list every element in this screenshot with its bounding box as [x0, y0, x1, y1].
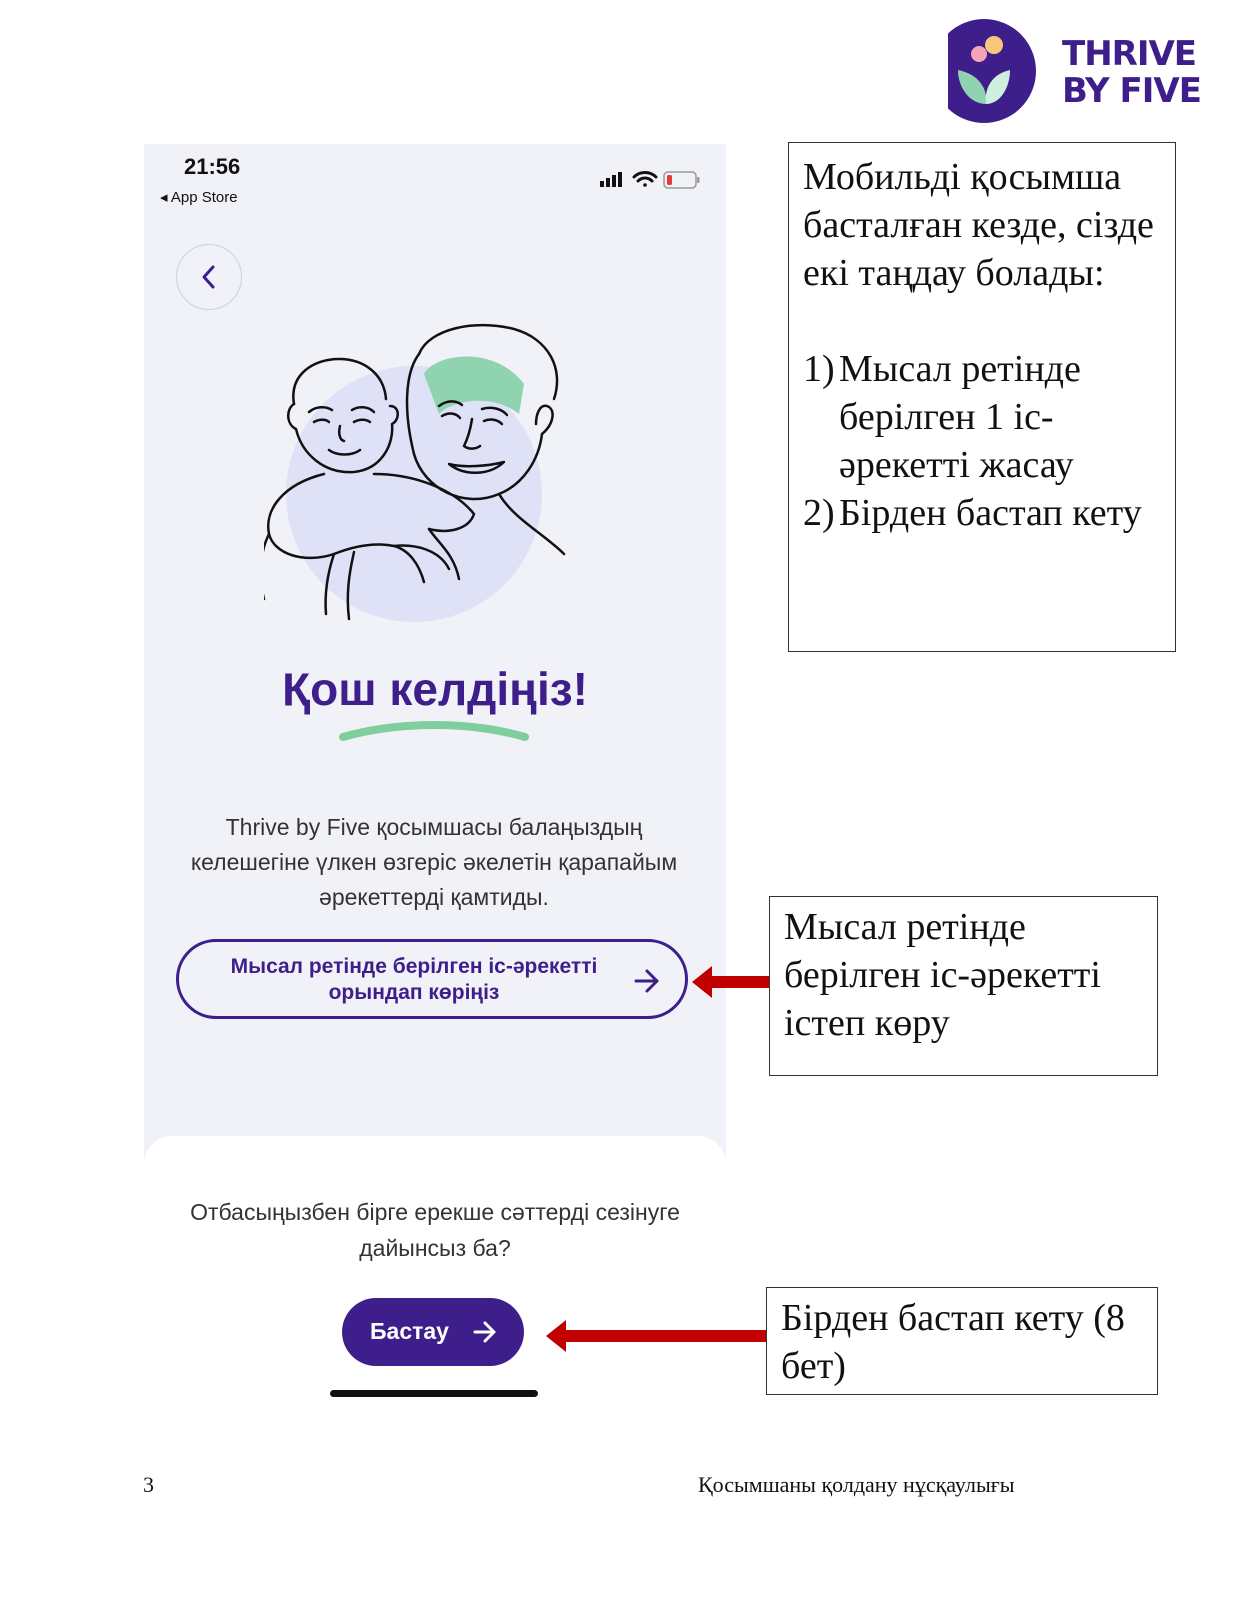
note-option-2-number: 2): [803, 492, 835, 534]
welcome-underline: [339, 719, 529, 743]
arrow-right-icon: [633, 968, 661, 994]
note-option-1: [803, 345, 1161, 489]
footer-title: Қосымшаны қолдану нұсқаулығы: [698, 1472, 1015, 1497]
back-button[interactable]: [176, 244, 242, 310]
arrow-right-icon: [472, 1320, 498, 1344]
arrow-left-icon: [546, 1316, 768, 1356]
note-example-activity: [769, 896, 1158, 1076]
start-button[interactable]: [342, 1298, 524, 1366]
welcome-title: Қош келдіңіз!: [282, 663, 588, 715]
home-indicator: [330, 1390, 538, 1397]
flower-logo-icon: [948, 18, 1058, 126]
bottom-sheet: [144, 1136, 726, 1419]
page-number: 3: [143, 1472, 154, 1497]
note-two-choices: [788, 142, 1176, 652]
note-example-activity-text: Мысал ретінде берілген іс-әрекетті істеп көру: [784, 906, 1101, 1044]
note-two-choices-intro: Мобильді қосымша басталған кезде, сізде екі таңдау болады:: [803, 156, 1154, 294]
thrive-by-five-logo: [948, 18, 1208, 126]
logo-wordmark: THRIVE BY FIVE: [1062, 34, 1201, 111]
cellular-signal-icon: [600, 172, 622, 187]
status-time: 21:56: [184, 154, 241, 179]
phone-screenshot: [144, 144, 726, 1419]
note-start-immediately: [766, 1287, 1158, 1395]
status-back-to-app-store[interactable]: ◂ App Store: [160, 189, 238, 206]
chevron-left-icon: [197, 263, 221, 291]
try-example-activity-button[interactable]: [176, 939, 688, 1019]
note-start-immediately-text: Бірден бастап кету (8 бет): [781, 1297, 1125, 1387]
note-option-2-text: Бірден бастап кету: [839, 492, 1142, 534]
father-and-child-illustration: [264, 314, 604, 634]
note-option-1-text: Мысал ретінде берілген 1 іс-әрекетті жасау: [839, 348, 1081, 486]
try-example-activity-label: Мысал ретінде берілген іс-әрекетті орындап көріңіз: [230, 955, 598, 1004]
battery-low-icon: [664, 172, 700, 188]
wifi-icon: [634, 173, 656, 187]
start-button-label: Бастау: [370, 1318, 449, 1344]
arrow-left-icon: [692, 962, 772, 1002]
note-option-1-number: 1): [803, 348, 835, 390]
note-option-2: [803, 489, 1161, 537]
status-icons: [600, 168, 704, 196]
intro-text: Thrive by Five қосымшасы балаңыздың келешегіне үлкен өзгеріс әкелетін қарапайым әрекеттерді қамтиды.: [190, 814, 678, 910]
ready-question: Отбасыңызбен бірге ерекше сәттерді сезінуге дайынсыз ба?: [190, 1199, 680, 1261]
